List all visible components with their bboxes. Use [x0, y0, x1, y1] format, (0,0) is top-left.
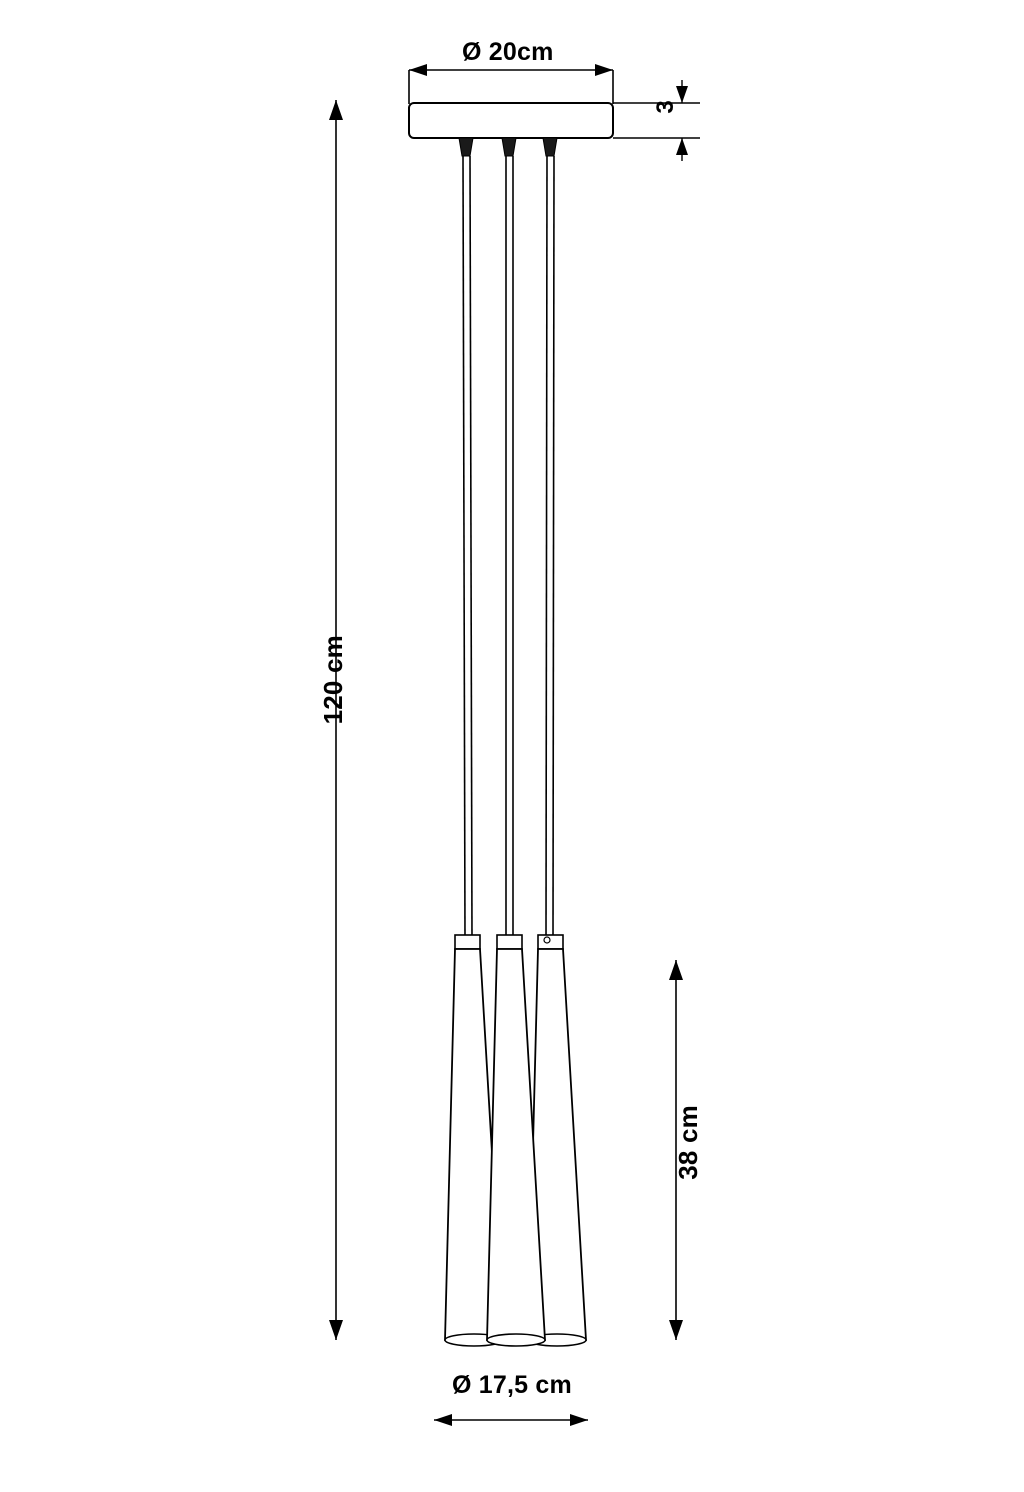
holder-center [497, 935, 522, 949]
arrow-head-bottom [669, 1320, 683, 1340]
holder-right [538, 935, 563, 949]
arrow-head-right [595, 64, 613, 76]
arrow-head-left [409, 64, 427, 76]
cone-shades [445, 949, 586, 1346]
arrow-head-right [570, 1414, 588, 1426]
suspension-cords [463, 156, 554, 940]
strain-relief-right [543, 138, 557, 156]
ceiling-canopy [409, 103, 613, 138]
lamp-holders [455, 935, 563, 949]
strain-relief-left [459, 138, 473, 156]
dimension-bottom-diameter [434, 1414, 588, 1426]
cord-left-edge-a [463, 156, 465, 940]
arrow-head-left [434, 1414, 452, 1426]
label-total-height: 120 cm [318, 635, 348, 725]
arrow-head-top [669, 960, 683, 980]
arrow-head-top [329, 100, 343, 120]
canopy-plate [409, 103, 613, 138]
strain-relief-center [502, 138, 516, 156]
holder-left [455, 935, 480, 949]
label-shade-height: 38 cm [673, 1105, 703, 1180]
label-canopy-height: 3 [652, 100, 679, 114]
cord-right-edge-a [546, 156, 547, 940]
cord-strain-reliefs [459, 138, 557, 156]
cord-right-edge-b [553, 156, 554, 940]
holder-screw [544, 937, 550, 943]
dimension-canopy-height [613, 80, 700, 161]
cord-left-edge-b [470, 156, 472, 940]
arrow-head-bottom [329, 1320, 343, 1340]
label-bottom-diameter: Ø 17,5 cm [452, 1371, 572, 1399]
dimension-top-diameter [409, 64, 613, 104]
label-top-diameter: Ø 20cm [462, 38, 554, 66]
cone-shade-center-rim [487, 1334, 545, 1346]
arrow-head-up [676, 138, 688, 155]
